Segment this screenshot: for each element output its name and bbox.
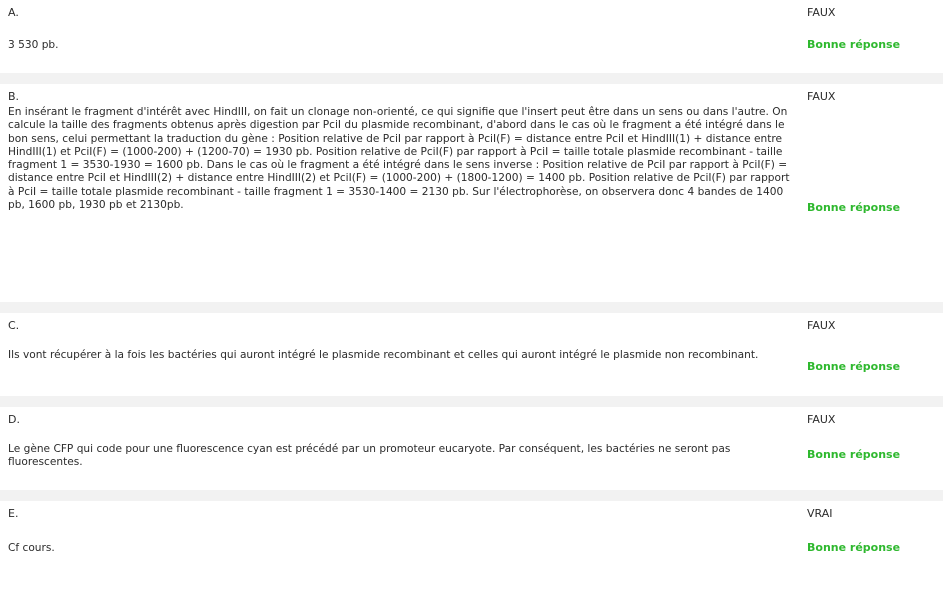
answer-letter: E. xyxy=(8,507,19,520)
good-answer-label: Bonne réponse xyxy=(807,38,901,51)
answer-card-c xyxy=(0,313,943,396)
answer-card-a xyxy=(0,0,943,73)
answer-explanation: Cf cours. xyxy=(8,542,55,554)
answer-verdict: FAUX xyxy=(807,413,836,426)
answer-card-b xyxy=(0,84,943,302)
good-answer-label: Bonne réponse xyxy=(807,360,901,373)
answer-card-d xyxy=(0,407,943,490)
good-answer-label: Bonne réponse xyxy=(807,541,901,554)
answer-explanation: Le gène CFP qui code pour une fluorescence cyan est précédé par un promoteur eucaryote. Par conséquent, les bactéries ne seront pas fluorescentes. xyxy=(8,443,731,469)
answer-card-e xyxy=(0,501,943,593)
answer-verdict: FAUX xyxy=(807,6,836,19)
answer-letter: D. xyxy=(8,413,20,426)
answer-letter: C. xyxy=(8,319,20,332)
answer-verdict: FAUX xyxy=(807,90,836,103)
answer-explanation: En insérant le fragment d'intérêt avec HindIII, on fait un clonage non-orienté, ce qui signifie que l'insert peut être dans un sens ou dans l'autre. On calcule la taille des fragments obtenus après digestion par PciI du plasmide recombinant, d'abord dans le cas où le fragment a été intégré dans le bon sens, celui permettant la traduction du gène : Position relative de PciI par rapport à PciI(F) = distance entre PciI et HindIII(1) + distance entre HindIII(1) et PciI(F) = (1000-200) + (1200-70) = 1930 pb. Position relative de PciI(F) par rapport à PciI = taille totale plasmide recombinant - taille fragment 1 = 3530-1930 = 1600 pb. Dans le cas où le fragment a été intégré dans le sens inverse : Position relative de PciI par rapport à PciI(F) = distance entre PciI et HindIII(2) + distance entre HindIII(2) et PciI(F) = (1000-200) + (1800-1200) = 1400 pb. Position relative de PciI(F) par rapport à PciI = taille totale plasmide recombinant - taille fragment 1 = 3530-1400 = 2130 pb. Sur l'électrophorèse, on observera donc 4 bandes de 1400 pb, 1600 pb, 1930 pb et 2130pb. xyxy=(8,106,790,212)
answer-explanation: Ils vont récupérer à la fois les bactéries qui auront intégré le plasmide recombinant et celles qui auront intégré le plasmide non recombinant. xyxy=(8,349,759,361)
good-answer-label: Bonne réponse xyxy=(807,201,901,214)
answer-explanation: 3 530 pb. xyxy=(8,39,59,51)
answer-letter: B. xyxy=(8,90,20,103)
answer-verdict: FAUX xyxy=(807,319,836,332)
answer-verdict: VRAI xyxy=(807,507,833,520)
good-answer-label: Bonne réponse xyxy=(807,448,901,461)
answer-letter: A. xyxy=(8,6,19,19)
